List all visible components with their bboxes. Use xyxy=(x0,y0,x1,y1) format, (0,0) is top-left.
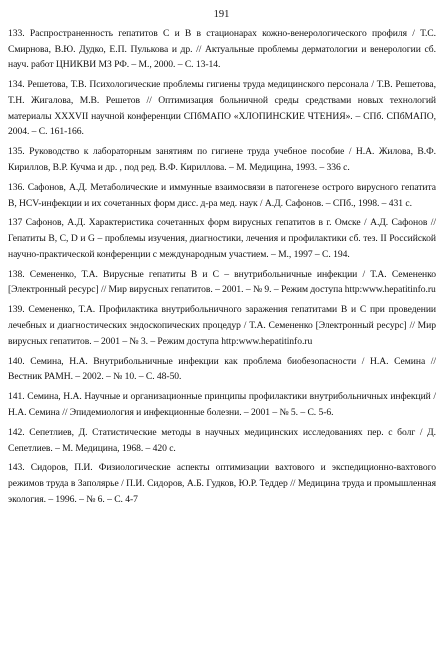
reference-text: Семененко, Т.А. Вирусные гепатиты В и С – внутрибольничные инфекции / Т.А. Семененко [Электронный ресурс] // Мир вирусных гепатитов. – 2001. – № 9. – Режим доступа http:www.hepatitinfo.ru xyxy=(8,268,436,296)
reference-number: 133. xyxy=(8,28,25,39)
reference-number: 135. xyxy=(8,146,25,158)
reference-text: Руководство к лабораторным занятиям по гигиене труда учебное пособие / Н.А. Жилова, В.Ф. Кириллов, В.Р. Кучма и др. , под ред. В.Ф. Кириллова. – М. Медицина, 1993. – 336 с. xyxy=(8,146,436,173)
reference-item xyxy=(8,144,436,175)
reference-item xyxy=(8,215,436,262)
reference-text: Решетова, Т.В. Психологические проблемы гигиены труда медицинского персонала / Т.В. Решетова, Т.Н. Жигалова, М.В. Решетов // Оптимизация больничной среды средствами новых технологий материалы XXXVII научной конференции СПбМАПО «ХЛОПИНСКИЕ ЧТЕНИЯ». – СПб. СПбМАПО, 2004. – С. 161-166. xyxy=(8,79,436,138)
reference-list xyxy=(8,26,436,512)
reference-text: Сидоров, П.И. Физиологические аспекты оптимизации вахтового и экспедиционно-вахтового режимов труда в Заполярье / П.И. Сидоров, А.Б. Гудков, Ю.Р. Теддер // Медицина труда и промышленная экология. – 1996. – № 6. – С. 4-7 xyxy=(8,462,436,505)
reference-number: 134. xyxy=(8,79,25,91)
reference-item xyxy=(8,389,436,420)
reference-item xyxy=(8,354,436,385)
reference-item xyxy=(8,77,436,140)
reference-number: 136. xyxy=(8,181,25,193)
reference-text: Сафонов, А.Д. Характеристика сочетанных форм вирусных гепатитов в г. Омске / А.Д. Сафонов // Гепатиты В, С, D и G – проблемы изучения, диагностики, лечения и профилактики сб. тез. II Российской научно-практической конференции с международным участием. – М., 1997 – С. 194. xyxy=(8,217,436,260)
reference-item xyxy=(8,460,436,507)
reference-text: Семененко, Т.А. Профилактика внутрибольничного заражения гепатитами В и С при проведении лечебных и диагностических эндоскопических процедур / Т.А. Семененко [Электронный ресурс] // Мир вирусных гепатитов. – 2001 – № 3. – Режим доступа http:www.hepatitinfo.ru xyxy=(8,304,437,347)
reference-text: Сафонов, А.Д. Метаболические и иммунные взаимосвязи в патогенезе острого вирусного гепатита В, HCV-инфекции и их сочетанных форм дисс. д-ра мед. наук / А.Д. Сафонов. – СПб., 1998. – 431 с. xyxy=(8,181,436,209)
reference-number: 140. xyxy=(8,355,25,367)
reference-item xyxy=(8,425,436,456)
reference-number: 139. xyxy=(8,304,25,316)
reference-item xyxy=(8,180,436,211)
reference-number: 138. xyxy=(8,268,25,280)
reference-text: Семина, Н.А. Внутрибольничные инфекции как проблема биобезопасности / Н.А. Семина // Вестник РАМН. – 2002. – № 10. – С. 48-50. xyxy=(8,355,436,383)
reference-number: 142. xyxy=(8,426,25,438)
reference-number: 143. xyxy=(8,462,25,474)
reference-text: Семина, Н.А. Научные и организационные принципы профилактики внутрибольничных инфекций / Н.А. Семина // Эпидемиология и инфекционные болезни. – 2001 – № 5. – С. 5-6. xyxy=(8,391,436,418)
reference-number: 141. xyxy=(8,391,25,403)
reference-item xyxy=(8,267,436,298)
reference-text: Сепетлиев, Д. Статистические методы в научных медицинских исследованиях пер. с болг / Д. Сепетлиев. – М. Медицина, 1968. – 420 с. xyxy=(8,426,436,454)
reference-number: 137 xyxy=(8,217,23,229)
reference-text: Распространенность гепатитов С и В в стационарах кожно-венерологического профиля / Т.С. Смирнова, В.Ю. Дудко, Е.П. Пулькова и др. // Актуальные проблемы дерматологии и венерологии сб. науч. работ ЦНИКВИ МЗ РФ. – М., 2000. – С. 13-14. xyxy=(8,28,436,71)
reference-item xyxy=(8,302,436,349)
page-number: 191 xyxy=(213,9,230,20)
reference-item xyxy=(8,26,436,73)
